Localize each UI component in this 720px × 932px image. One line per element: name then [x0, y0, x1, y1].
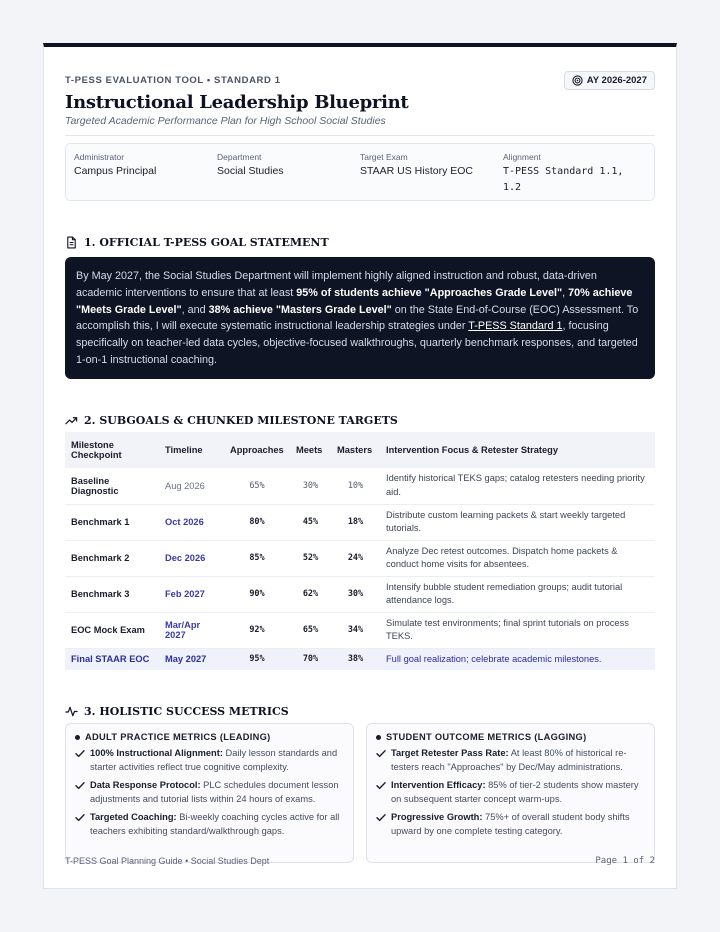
col-header-meets: Meets: [290, 432, 331, 468]
approaches-cell: 95%: [224, 648, 290, 670]
approaches-cell: 85%: [224, 540, 290, 576]
card-heading: [376, 732, 645, 742]
masters-cell: 24%: [331, 540, 380, 576]
bullet-dot-icon: [376, 735, 381, 740]
meta-alignment: [503, 152, 646, 193]
milestone-table: [65, 432, 655, 670]
checkpoint-cell: Baseline Diagnostic: [65, 468, 159, 504]
checkpoint-cell: Benchmark 1: [65, 504, 159, 540]
metric-item: [75, 747, 344, 774]
page-footer: [65, 856, 655, 866]
goal-text: ,: [562, 286, 569, 299]
checkpoint-cell: Benchmark 3: [65, 576, 159, 612]
goal-text: , focusing specifically on teacher-led data cycles, objective-focused walkthroughs, quarterly benchmark responses, and targeted 1-on-1 instructional coaching.: [76, 320, 638, 366]
col-header-strategy: Intervention Focus & Retester Strategy: [380, 432, 655, 468]
metric-text: Daily lesson standards and starter activities reflect true cognitive complexity.: [90, 748, 338, 772]
page-number: Page 1 of 2: [595, 856, 655, 866]
footer-title: T-PESS Goal Planning Guide • Social Studies Dept: [65, 856, 270, 866]
section-metrics-heading: [65, 705, 655, 718]
goal-text: By May 2027, the Social Studies Department will implement highly aligned instruction and robust, data-driven academic interventions to ensure that at least: [76, 270, 597, 299]
metric-text: At least 80% of historical re-testers reach "Approaches" by Dec/May administrations.: [391, 748, 627, 772]
metric-item: [376, 747, 645, 774]
col-header-approaches: Approaches: [224, 432, 290, 468]
meets-cell: 70%: [290, 648, 331, 670]
page-subtitle: Targeted Academic Performance Plan for High School Social Studies: [65, 115, 386, 127]
meta-department: [217, 152, 360, 193]
masters-cell: 34%: [331, 612, 380, 648]
checkmark-icon: [75, 779, 85, 792]
metric-text: Bi-weekly coaching cycles active for all teachers exhibiting standard/walkthrough gaps.: [90, 812, 340, 836]
meta-value: Campus Principal: [74, 165, 157, 177]
section-heading-text: 1. OFFICIAL T-PESS GOAL STATEMENT: [84, 236, 329, 249]
goal-text: on the State End-of-Course (EOC) Assessment. To accomplish this, I will execute systematic instructional leadership strategies under: [76, 303, 639, 333]
meta-key: Target Exam: [360, 152, 408, 162]
strategy-cell: Distribute custom learning packets & start weekly targeted tutorials.: [380, 504, 655, 540]
checkpoint-cell: Final STAAR EOC: [65, 648, 159, 670]
card-title: ADULT PRACTICE METRICS (LEADING): [85, 732, 271, 742]
meta-value: Social Studies: [217, 165, 284, 177]
document-icon: [65, 236, 78, 249]
metric-text: PLC schedules document lesson adjustments and tutorial lists within 24 hours of exams.: [90, 780, 339, 804]
goal-statement-box: [65, 257, 655, 379]
header-divider: [65, 135, 655, 136]
table-row: [65, 612, 655, 648]
meets-cell: 45%: [290, 504, 331, 540]
col-header-timeline: Timeline: [159, 432, 224, 468]
col-header-checkpoint: Milestone Checkpoint: [65, 432, 159, 468]
meets-cell: 62%: [290, 576, 331, 612]
metric-label: Targeted Coaching:: [90, 812, 177, 822]
metric-label: Data Response Protocol:: [90, 780, 201, 790]
trending-up-icon: [65, 414, 78, 427]
timeline-cell: May 2027: [159, 648, 224, 670]
meta-value: T-PESS Standard 1.1, 1.2: [503, 166, 624, 193]
meta-key: Department: [217, 152, 262, 162]
document-page: [43, 43, 677, 889]
table-row: [65, 504, 655, 540]
bullet-dot-icon: [75, 735, 80, 740]
page-title: Instructional Leadership Blueprint: [65, 92, 409, 113]
goal-text: , and: [181, 303, 209, 316]
section-goal-heading: [65, 236, 655, 249]
standard-link[interactable]: T-PESS Standard 1: [468, 320, 563, 333]
metric-item: [75, 811, 344, 838]
table-row: [65, 540, 655, 576]
checkmark-icon: [376, 747, 386, 760]
approaches-cell: 65%: [224, 468, 290, 504]
meta-key: Administrator: [74, 152, 125, 162]
card-heading: [75, 732, 344, 742]
year-badge-label: AY 2026-2027: [586, 75, 647, 86]
metric-item: [75, 779, 344, 806]
metric-label: Progressive Growth:: [391, 812, 483, 822]
meta-value: STAAR US History EOC: [360, 165, 473, 177]
metric-item: [376, 811, 645, 838]
timeline-cell: Feb 2027: [159, 576, 224, 612]
student-outcome-card: [366, 723, 655, 863]
strategy-cell: Full goal realization; celebrate academic milestones.: [380, 648, 655, 670]
table-row-final: [65, 648, 655, 670]
activity-pulse-icon: [65, 705, 78, 718]
masters-cell: 30%: [331, 576, 380, 612]
metric-label: 100% Instructional Alignment:: [90, 748, 223, 758]
approaches-cell: 80%: [224, 504, 290, 540]
meets-cell: 65%: [290, 612, 331, 648]
masters-cell: 18%: [331, 504, 380, 540]
section-heading-text: 3. HOLISTIC SUCCESS METRICS: [84, 705, 289, 718]
meta-info-box: [65, 143, 655, 201]
timeline-cell: Oct 2026: [159, 504, 224, 540]
checkmark-icon: [75, 747, 85, 760]
col-header-masters: Masters: [331, 432, 380, 468]
meets-cell: 52%: [290, 540, 331, 576]
metric-item: [376, 779, 645, 806]
checkmark-icon: [376, 811, 386, 824]
meta-target-exam: [360, 152, 503, 193]
meets-cell: 30%: [290, 468, 331, 504]
metrics-cards: [65, 723, 655, 863]
section-heading-text: 2. SUBGOALS & CHUNKED MILESTONE TARGETS: [84, 414, 398, 427]
strategy-cell: Identify historical TEKS gaps; catalog retesters needing priority aid.: [380, 468, 655, 504]
approaches-cell: 92%: [224, 612, 290, 648]
masters-cell: 10%: [331, 468, 380, 504]
goal-masters-target: 38% achieve "Masters Grade Level": [208, 303, 392, 316]
table-row: [65, 468, 655, 504]
table-header-row: [65, 432, 655, 468]
checkpoint-cell: Benchmark 2: [65, 540, 159, 576]
goal-approaches-target: 95% of students achieve "Approaches Grade Level": [296, 286, 563, 299]
metric-text: 85% of tier-2 students show mastery on subsequent starter concept warm-ups.: [391, 780, 639, 804]
table-row: [65, 576, 655, 612]
checkpoint-cell: EOC Mock Exam: [65, 612, 159, 648]
header-top-row: [65, 71, 655, 90]
strategy-cell: Analyze Dec retest outcomes. Dispatch home packets & conduct home visits for absentees.: [380, 540, 655, 576]
adult-practice-card: [65, 723, 354, 863]
timeline-cell: Dec 2026: [159, 540, 224, 576]
meta-key: Alignment: [503, 152, 541, 162]
approaches-cell: 90%: [224, 576, 290, 612]
metric-label: Target Retester Pass Rate:: [391, 748, 509, 758]
target-icon: [572, 75, 583, 86]
tool-label: T-PESS EVALUATION TOOL • STANDARD 1: [65, 75, 281, 86]
checkmark-icon: [75, 811, 85, 824]
meta-administrator: [74, 152, 217, 193]
metric-text: 75%+ of overall student body shifts upward by one complete testing category.: [391, 812, 630, 836]
goal-meets-target: 70% achieve "Meets Grade Level": [76, 286, 633, 316]
metric-label: Intervention Efficacy:: [391, 780, 486, 790]
checkmark-icon: [376, 779, 386, 792]
timeline-cell: Aug 2026: [159, 468, 224, 504]
timeline-cell: Mar/Apr 2027: [159, 612, 224, 648]
academic-year-badge: [564, 71, 655, 90]
strategy-cell: Intensify bubble student remediation groups; audit tutorial attendance logs.: [380, 576, 655, 612]
card-title: STUDENT OUTCOME METRICS (LAGGING): [386, 732, 587, 742]
section-subgoals-heading: [65, 414, 655, 427]
masters-cell: 38%: [331, 648, 380, 670]
strategy-cell: Simulate test environments; final sprint tutorials on process TEKS.: [380, 612, 655, 648]
